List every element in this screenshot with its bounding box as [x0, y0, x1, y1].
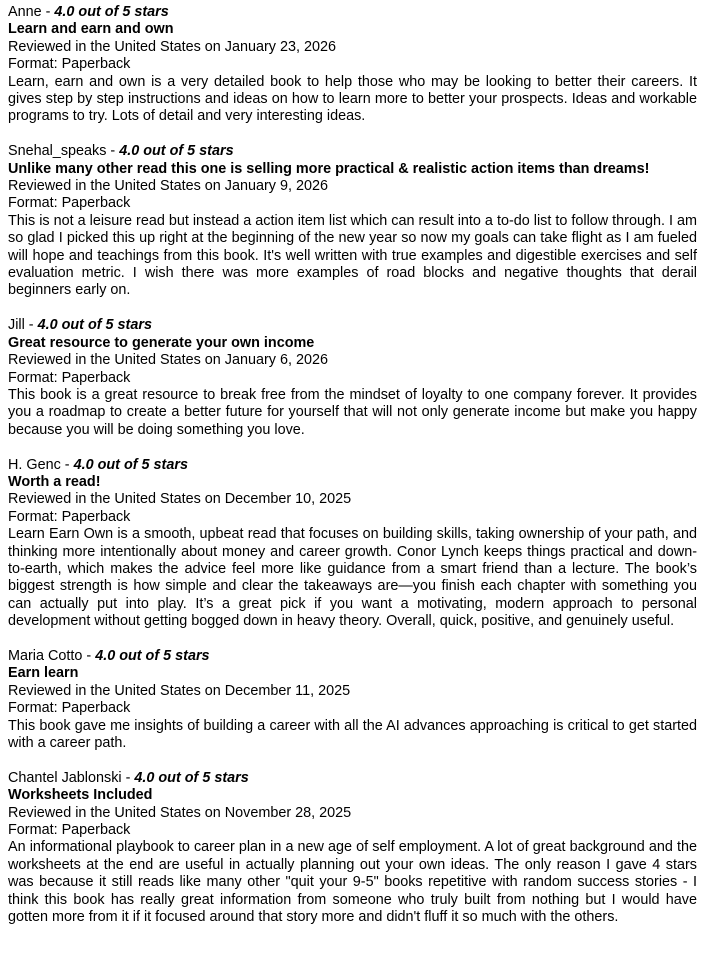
review-body: This book gave me insights of building a career with all the AI advances approaching is critical to get started with a career path. [8, 717, 697, 751]
star-rating: 4.0 out of 5 stars [54, 4, 169, 20]
review-date: Reviewed in the United States on November 28, 2025 [8, 804, 352, 821]
review-date: Reviewed in the United States on December 10, 2025 [8, 491, 352, 508]
star-rating: 4.0 out of 5 stars [73, 456, 188, 473]
review-header [8, 143, 697, 160]
review-body: Learn, earn and own is a very detailed book to help those who may be looking to better their careers. It gives step by step instructions and ideas on how to learn more to better your prospects. Ideas and workable programs to try. Lots of detail and very interesting ideas. [8, 73, 697, 125]
reviewer-name: Jill [8, 317, 25, 334]
star-rating: 4.0 out of 5 stars [134, 769, 249, 786]
header-separator: - [106, 143, 120, 160]
review-format: Format: Paperback [8, 56, 131, 73]
header-separator: - [82, 647, 96, 664]
star-rating: 4.0 out of 5 stars [119, 143, 234, 160]
header-separator: - [41, 4, 55, 20]
review-title: Learn and earn and own [8, 21, 174, 38]
review-title: Great resource to generate your own income [8, 334, 315, 351]
review-title: Unlike many other read this one is selling more practical & realistic action items than dreams! [8, 160, 650, 177]
header-separator: - [121, 769, 135, 786]
reviewer-name: Chantel Jablonski [8, 769, 122, 786]
review-title: Worth a read! [8, 473, 101, 490]
review-item [8, 457, 697, 631]
review-header [8, 457, 697, 474]
review-item [8, 143, 697, 300]
review-title: Earn learn [8, 665, 79, 682]
star-rating: 4.0 out of 5 stars [37, 317, 152, 334]
header-separator: - [24, 317, 38, 334]
review-format: Format: Paperback [8, 369, 131, 386]
review-body: This is not a leisure read but instead a action item list which can result into a to-do list to follow through. I am so glad I picked this up right at the beginning of the new year so now my goals can take flight as I am fueled will hope and teachings from this book. It's well written with true examples and digestible exercises and self evaluation metric. I wish there was more examples of road blocks and negative thoughts that derail beginners early on. [8, 212, 697, 299]
review-date: Reviewed in the United States on January 23, 2026 [8, 38, 336, 55]
header-separator: - [60, 456, 74, 473]
review-item [8, 317, 697, 439]
reviewer-name: H. Genc [8, 456, 61, 473]
review-title: Worksheets Included [8, 787, 153, 804]
reviewer-name: Snehal_speaks [8, 143, 107, 160]
review-body: Learn Earn Own is a smooth, upbeat read that focuses on building skills, taking ownership of your path, and thinking more intentionally about money and career growth. Conor Lynch keeps things practical and down-to-earth, which makes the advice feel more like guidance from a smart friend than a lecture. The book’s biggest strength is how simple and clear the takeaways are—you finish each chapter with something you can actually put into play. It’s a great pick if you want a motivating, modern approach to personal development without getting bogged down in heavy theory. Overall, quick, positive, and genuinely useful. [8, 526, 697, 630]
review-format: Format: Paperback [8, 195, 131, 212]
review-format: Format: Paperback [8, 508, 131, 525]
review-format: Format: Paperback [8, 822, 131, 839]
review-header [8, 648, 697, 665]
star-rating: 4.0 out of 5 stars [95, 647, 210, 664]
reviewer-name: Anne [8, 4, 42, 20]
review-header [8, 4, 697, 21]
review-header [8, 770, 697, 787]
review-item [8, 770, 697, 927]
review-date: Reviewed in the United States on December 11, 2025 [8, 682, 351, 699]
reviewer-name: Maria Cotto [8, 647, 83, 664]
review-body: An informational playbook to career plan in a new age of self employment. A lot of great background and the worksheets at the end are useful in actually planning out your own ideas. The only reason I gave 4 stars was because it still reads like many other "quit your 9-5" books repetitive with random success stories - I think this book has really great information from someone who truly built from nothing but I would have gotten more from it if it focused around that story more and didn't fluff it so much with the others. [8, 839, 697, 926]
review-header [8, 317, 697, 334]
review-date: Reviewed in the United States on January 6, 2026 [8, 352, 328, 369]
review-date: Reviewed in the United States on January 9, 2026 [8, 178, 328, 195]
review-item [8, 648, 697, 752]
review-item [8, 4, 697, 126]
review-body: This book is a great resource to break free from the mindset of loyalty to one company forever. It provides you a roadmap to create a better future for yourself that will not only generate income but make you happy because you will be doing something you love. [8, 386, 697, 438]
review-format: Format: Paperback [8, 700, 131, 717]
